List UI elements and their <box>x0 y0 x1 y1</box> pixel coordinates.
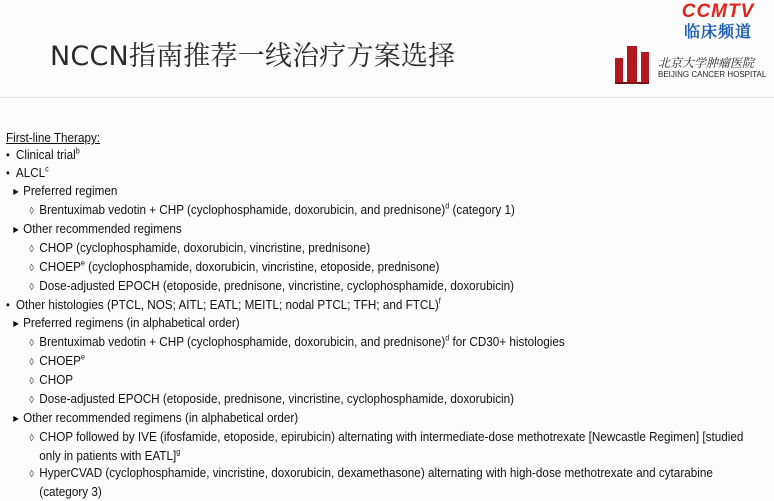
diamond-bullet-icon: ◊ <box>29 244 34 255</box>
triangle-bullet-icon: ▶ <box>13 187 19 196</box>
item-text: (category 3) <box>39 484 102 499</box>
footnote-ref: g <box>176 447 181 457</box>
list-item <box>6 164 695 182</box>
diamond-bullet-icon: ◊ <box>29 263 34 274</box>
list-item <box>6 314 695 333</box>
footnote-ref: b <box>75 146 80 156</box>
header-divider <box>0 97 774 98</box>
list-item <box>6 371 695 390</box>
diamond-bullet-icon: ◊ <box>29 433 34 444</box>
therapy-list <box>6 129 772 500</box>
diamond-bullet-icon: ◊ <box>29 282 34 293</box>
footnote-ref: c <box>45 164 49 174</box>
list-item <box>6 258 695 277</box>
item-text: HyperCVAD (cyclophosphamide, vincristine, doxorubicin, dexamethasone) alternating with high-dose methotrexate and cytarabine <box>39 465 713 480</box>
list-item-continuation <box>6 483 695 500</box>
item-text: Preferred regimen <box>23 183 118 198</box>
item-text: CHOP followed by IVE (ifosfamide, etoposide, epirubicin) alternating with intermediate-dose methotrexate [Newcastle Regimen] [studied <box>39 429 744 444</box>
triangle-bullet-icon: ▶ <box>13 225 19 234</box>
item-text: CHOP (cyclophosphamide, doxorubicin, vincristine, prednisone) <box>39 240 371 255</box>
ccmtv-logo <box>670 2 766 42</box>
diamond-bullet-icon: ◊ <box>29 338 34 349</box>
item-text: Brentuximab vedotin + CHP (cyclophosphamide, doxorubicin, and prednisone) <box>39 202 446 217</box>
footnote-ref: e <box>80 352 85 362</box>
diamond-bullet-icon: ◊ <box>29 469 34 480</box>
list-item <box>6 390 695 409</box>
diamond-bullet-icon: ◊ <box>29 395 34 406</box>
item-text: Brentuximab vedotin + CHP (cyclophosphamide, doxorubicin, and prednisone) <box>39 334 446 349</box>
list-item <box>6 333 695 352</box>
list-item <box>6 220 695 239</box>
item-suffix: for CD30+ histologies <box>449 334 565 349</box>
list-item <box>6 182 695 201</box>
item-text: CHOEP <box>39 259 81 274</box>
bullet-icon: • <box>6 148 10 162</box>
list-item <box>6 352 695 371</box>
item-text: CHOEP <box>39 353 81 368</box>
footnote-ref: e <box>80 258 85 268</box>
list-item-continuation <box>6 447 695 464</box>
hospital-logo <box>606 40 766 92</box>
list-item <box>6 296 695 314</box>
item-text: Other recommended regimens <box>23 221 182 236</box>
diamond-bullet-icon: ◊ <box>29 357 34 368</box>
list-item <box>6 428 744 447</box>
hospital-name-cn: 北京大学肿瘤医院 <box>658 56 755 70</box>
bullet-icon: • <box>6 298 10 312</box>
page-title: NCCN指南推荐一线治疗方案选择 <box>50 41 456 72</box>
item-suffix: (category 1) <box>449 202 515 217</box>
list-item <box>6 277 695 296</box>
item-suffix: (cyclophosphamide, doxorubicin, vincristine, etoposide, prednisone) <box>84 259 440 274</box>
item-text: only in patients with EATL] <box>39 448 177 463</box>
list-item <box>6 239 695 258</box>
footnote-ref: d <box>445 201 450 211</box>
item-text: Other histologies (PTCL, NOS; AITL; EATL; MEITL; nodal PTCL; TFH; and FTCL) <box>15 297 439 312</box>
list-item <box>6 201 695 220</box>
item-text: CHOP <box>39 372 74 387</box>
footnote-ref: f <box>438 296 441 306</box>
footnote-ref: d <box>445 333 450 343</box>
list-item <box>6 146 695 164</box>
channel-name: 临床频道 <box>683 22 752 41</box>
item-text: Dose-adjusted EPOCH (etoposide, prednisone, vincristine, cyclophosphamide, doxorubicin) <box>39 278 515 293</box>
item-text: Dose-adjusted EPOCH (etoposide, prednisone, vincristine, cyclophosphamide, doxorubicin) <box>39 391 515 406</box>
item-text: Clinical trial <box>15 147 76 162</box>
item-text: Other recommended regimens (in alphabetical order) <box>23 410 299 425</box>
list-item <box>6 409 695 428</box>
bullet-icon: • <box>6 166 10 180</box>
item-text: Preferred regimens (in alphabetical order) <box>23 315 240 330</box>
item-text: ALCL <box>15 165 46 180</box>
triangle-bullet-icon: ▶ <box>13 319 19 328</box>
ccmtv-logo-text: CCMTV <box>681 1 755 22</box>
hospital-name-en: BEIJING CANCER HOSPITAL <box>658 70 767 79</box>
diamond-bullet-icon: ◊ <box>29 376 34 387</box>
section-heading: First-line Therapy: <box>6 130 101 145</box>
hospital-emblem-icon <box>612 42 652 86</box>
triangle-bullet-icon: ▶ <box>13 414 19 423</box>
diamond-bullet-icon: ◊ <box>29 206 34 217</box>
list-item <box>6 464 713 483</box>
